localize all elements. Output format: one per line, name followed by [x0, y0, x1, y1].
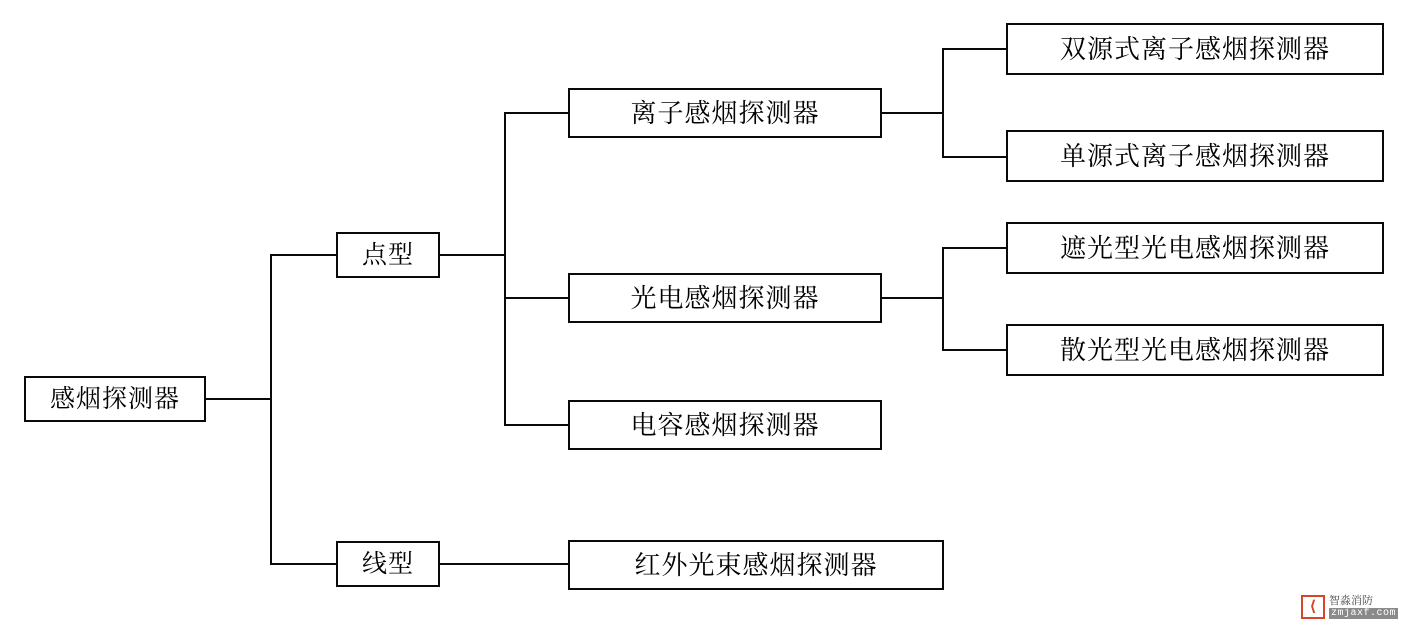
node-single-source-ion-detector	[1006, 130, 1384, 182]
edge-photo-scattering	[942, 349, 1008, 351]
edge-trunk-line	[270, 563, 336, 565]
watermark-name: 智淼消防	[1328, 594, 1373, 607]
node-root-smoke-detector	[24, 376, 206, 422]
edge-photo-branch	[880, 297, 944, 299]
node-label: 单源式离子感烟探测器	[1059, 141, 1330, 171]
watermark	[1301, 595, 1398, 619]
node-dual-source-ion-detector	[1006, 23, 1384, 75]
edge-point-ion	[504, 112, 570, 114]
node-label: 离子感烟探测器	[630, 98, 820, 128]
node-infrared-beam-smoke-detector	[568, 540, 944, 590]
edge-point-branch	[440, 254, 506, 256]
edge-photo-vertical	[942, 247, 944, 351]
node-label: 光电感烟探测器	[630, 283, 820, 313]
node-label: 感烟探测器	[49, 384, 180, 413]
watermark-text	[1329, 595, 1398, 619]
node-label: 双源式离子感烟探测器	[1059, 34, 1330, 64]
node-label: 遮光型光电感烟探测器	[1059, 233, 1330, 263]
node-scattering-photoelectric-detector	[1006, 324, 1384, 376]
edge-trunk-vertical	[270, 254, 272, 564]
edge-point-capacitive	[504, 424, 570, 426]
node-point-type	[336, 232, 440, 278]
watermark-url: zmjaxf.com	[1330, 607, 1396, 619]
watermark-logo-icon: ⟨	[1301, 595, 1325, 619]
edge-root-trunk	[206, 398, 272, 400]
node-obscuration-photoelectric-detector	[1006, 222, 1384, 274]
node-label: 红外光束感烟探测器	[634, 550, 878, 580]
edge-photo-obscuration	[942, 247, 1008, 249]
edge-ion-vertical	[942, 48, 944, 158]
edge-line-infrared	[440, 563, 570, 565]
node-capacitive-smoke-detector	[568, 400, 882, 450]
node-photoelectric-smoke-detector	[568, 273, 882, 323]
edge-point-vertical	[504, 112, 506, 426]
edge-ion-branch	[880, 112, 944, 114]
node-label: 线型	[361, 549, 414, 578]
node-label: 散光型光电感烟探测器	[1059, 335, 1330, 365]
node-label: 电容感烟探测器	[630, 410, 820, 440]
edge-point-photo	[504, 297, 570, 299]
edge-ion-dual	[942, 48, 1008, 50]
edge-trunk-point	[270, 254, 336, 256]
node-ion-smoke-detector	[568, 88, 882, 138]
edge-ion-single	[942, 156, 1008, 158]
node-label: 点型	[361, 240, 414, 269]
node-line-type	[336, 541, 440, 587]
